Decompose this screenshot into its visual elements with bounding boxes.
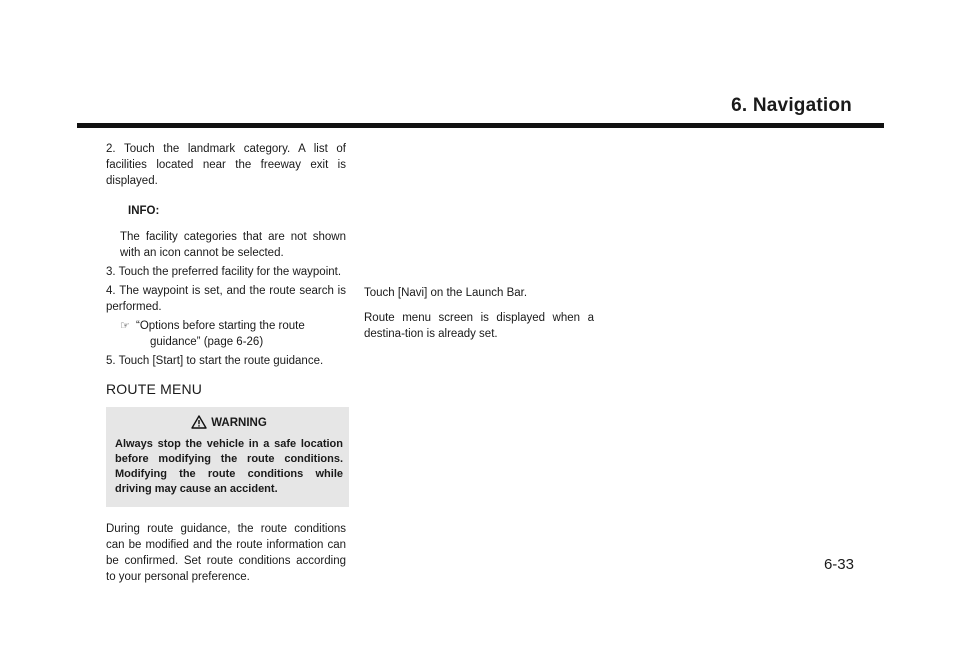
touch-navi-paragraph: Touch [Navi] on the Launch Bar. — [364, 287, 528, 299]
section-title: 6. Navigation — [731, 95, 852, 116]
pointing-hand-icon: ☞ — [120, 320, 130, 332]
step-number: 4. — [106, 285, 116, 297]
info-label: INFO: — [128, 205, 160, 217]
step-text: Touch the landmark category. A list of facilities located near the freeway exit is displayed. — [106, 143, 346, 187]
info-text: The facility categories that are not shown with an icon cannot be selected. — [120, 231, 346, 259]
page-number: 6-33 — [823, 556, 854, 573]
step-2 — [106, 141, 346, 189]
step-number: 5. — [106, 355, 116, 367]
warning-header — [115, 415, 343, 431]
step-number: 3. — [106, 266, 116, 278]
left-column — [106, 141, 346, 591]
route-guidance-paragraph: During route guidance, the route conditions can be modified and the route information can be confirmed. Set route conditions according to your personal preference. — [106, 523, 346, 583]
step-4 — [106, 283, 346, 315]
route-menu-paragraph: Route menu screen is displayed when a destina-tion is already set. — [364, 312, 594, 340]
step-text: Touch the preferred facility for the waypoint. — [118, 266, 342, 278]
warning-label: WARNING — [211, 417, 267, 429]
reference-line-1: “Options before starting the route — [136, 320, 305, 332]
reference-line-2: guidance” (page 6-26) — [150, 336, 264, 348]
warning-triangle-icon — [191, 415, 207, 429]
step-5 — [106, 353, 346, 369]
warning-box — [106, 407, 349, 507]
warning-text: Always stop the vehicle in a safe location before modifying the route conditions. Modifying the route conditions while driving may cause an accident. — [115, 438, 343, 495]
page-reference[interactable] — [106, 318, 346, 350]
route-menu-heading: ROUTE MENU — [106, 381, 203, 397]
right-column — [364, 285, 594, 348]
step-3 — [106, 264, 346, 280]
header-rule — [77, 123, 884, 128]
step-text: The waypoint is set, and the route search is performed. — [106, 285, 346, 313]
step-text: Touch [Start] to start the route guidance. — [118, 355, 324, 367]
step-number: 2. — [106, 143, 116, 155]
